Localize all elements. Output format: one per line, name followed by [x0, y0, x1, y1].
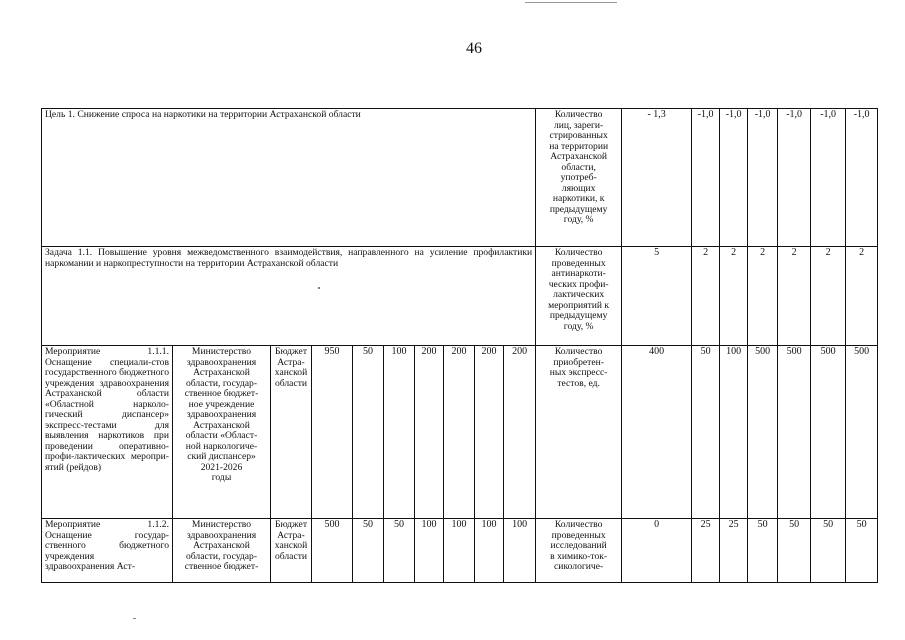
goal-value-cell: -1,0: [778, 109, 811, 247]
goal-value-cell: -1,0: [811, 109, 846, 247]
task-title: Задача 1.1. Повышение уровня межведомственного взаимодействия, направленного на усиление профилактики наркомании и наркопреступности на территории Астраханской области: [42, 247, 536, 346]
funding-amount: 100: [475, 519, 504, 583]
program-table: [41, 108, 878, 583]
measure-indicator: Количество проведенных исследований в химико-ток- сикологиче-: [536, 519, 622, 583]
funding-amount: 50: [384, 519, 415, 583]
page-number: 46: [466, 40, 482, 57]
indicator-value: 500: [811, 346, 846, 519]
funding-amount: 100: [504, 519, 536, 583]
header-rule: [525, 2, 617, 3]
task-indicator: Количество проведенных антинаркоти- ческих профи- лактических мероприятий к предыдущему году, %: [536, 247, 622, 346]
measure-indicator: Количество приобретен- ных экспресс- тестов, ед.: [536, 346, 622, 519]
task-value-cell: 2: [778, 247, 811, 346]
task-value-cell: 2: [720, 247, 748, 346]
indicator-value: 100: [720, 346, 748, 519]
funding-amount: 950: [312, 346, 353, 519]
funding-source: Бюджет Астра- ханской области: [271, 346, 312, 519]
task-value-cell: 5: [622, 247, 692, 346]
funding-amount: 200: [504, 346, 536, 519]
indicator-value: 0: [622, 519, 692, 583]
goal-value-cell: -1,0: [720, 109, 748, 247]
indicator-value: 25: [720, 519, 748, 583]
indicator-value: 50: [846, 519, 878, 583]
indicator-value: 50: [778, 519, 811, 583]
funding-amount: 100: [415, 519, 444, 583]
goal-indicator: Количество лиц, зареги- стрированных на территории Астраханской области, употреб- ляющих наркотики, к предыдущему году, %: [536, 109, 622, 247]
funding-amount: 100: [444, 519, 475, 583]
funding-amount: 500: [312, 519, 353, 583]
task-value-cell: 2: [846, 247, 878, 346]
goal-title: Цель 1. Снижение спроса на наркотики на территории Астраханской области: [42, 109, 536, 247]
indicator-value: 500: [778, 346, 811, 519]
indicator-value: 400: [622, 346, 692, 519]
indicator-value: 50: [692, 346, 720, 519]
funding-amount: 50: [353, 346, 384, 519]
scan-speck: [133, 618, 136, 619]
task-row: [42, 247, 878, 346]
measure-row: [42, 346, 878, 519]
funding-amount: 200: [475, 346, 504, 519]
scan-speck: [318, 287, 320, 289]
funding-amount: 100: [384, 346, 415, 519]
measure-name: Мероприятие 1.1.1. Оснащение специали-стов государственного бюджетного учреждения здравоохранения Астраханской области «Областной нарколо-гический диспансер» экспресс-тестами для выявления наркотиков при проведении оперативно-профи-лактических меропри- ятий (рейдов): [42, 346, 173, 519]
indicator-value: 25: [692, 519, 720, 583]
task-value-cell: 2: [811, 247, 846, 346]
goal-value-cell: - 1,3: [622, 109, 692, 247]
measure-row: [42, 519, 878, 583]
goal-value-cell: -1,0: [692, 109, 720, 247]
measure-name: Мероприятие 1.1.2. Оснащение государ-ственного бюджетного учреждения здравоохранения Аст-: [42, 519, 173, 583]
goal-value-cell: -1,0: [846, 109, 878, 247]
funding-source: Бюджет Астра- ханской области: [271, 519, 312, 583]
goal-value-cell: -1,0: [748, 109, 778, 247]
task-value-cell: 2: [748, 247, 778, 346]
funding-amount: 200: [444, 346, 475, 519]
goal-row: [42, 109, 878, 247]
funding-amount: 200: [415, 346, 444, 519]
indicator-value: 500: [748, 346, 778, 519]
indicator-value: 500: [846, 346, 878, 519]
measure-executor: Министерство здравоохранения Астраханской области, государ- ственное бюджет- ное учреждение здравоохранения Астраханской области «Област- ной наркологиче- ский диспансер» 2021-2026 годы: [173, 346, 271, 519]
indicator-value: 50: [811, 519, 846, 583]
task-value-cell: 2: [692, 247, 720, 346]
funding-amount: 50: [353, 519, 384, 583]
measure-executor: Министерство здравоохранения Астраханской области, государ- ственное бюджет-: [173, 519, 271, 583]
indicator-value: 50: [748, 519, 778, 583]
